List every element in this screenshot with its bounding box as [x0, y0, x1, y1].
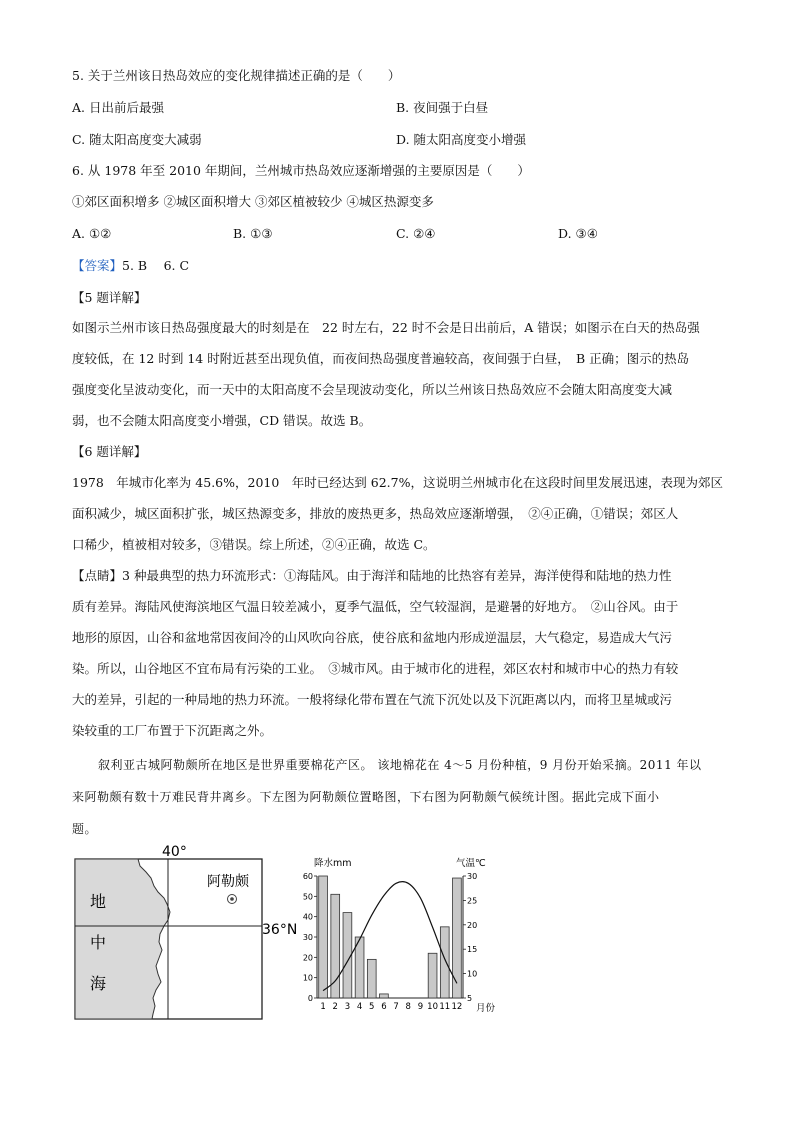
- city-marker-dot: [230, 897, 234, 901]
- right-tick-label: 25: [467, 896, 478, 906]
- tips-line-2: 质有差异。海陆风使海滨地区气温日较差减小，夏季气温低，空气较湿润，是避暑的好地方。 ②山谷风。由于: [72, 599, 679, 614]
- month-label: 5: [369, 1002, 375, 1012]
- left-tick-label: 60: [302, 872, 313, 881]
- right-tick-label: 5: [467, 994, 473, 1003]
- precip-bar: [331, 894, 340, 998]
- left-tick-label: 50: [302, 892, 313, 902]
- precip-bar: [428, 953, 437, 998]
- tips-text-1: 3 种最典型的热力环流形式：①海陆风。由于海洋和陆地的比热容有差异，海洋使得和陆地的热力性: [122, 568, 672, 583]
- right-axis-title: 气温℃: [456, 858, 486, 869]
- left-tick-label: 0: [307, 994, 313, 1003]
- month-label: 3: [344, 1002, 351, 1012]
- intro-line-1: 叙利亚古城阿勒颇所在地区是世界重要棉花产区。 该地棉花在 4～5 月份种植，9 月份开始采摘。2011 年以: [98, 758, 702, 772]
- month-label: 4: [356, 1002, 363, 1012]
- detail5-line-1: 如图示兰州市该日热岛强度最大的时刻是在 22 时左右，22 时不会是日出前后，A 错误；如图示在白天的热岛强: [72, 320, 700, 335]
- precip-bar: [453, 878, 462, 998]
- sea-label-1: 地: [90, 892, 107, 911]
- detail5-line-2: 度较低，在 12 时到 14 时附近甚至出现负值，而夜间热岛强度普遍较高，夜间强于白昼， B 正确；图示的热岛: [72, 351, 690, 366]
- answer-line: [72, 258, 189, 274]
- q6-stem: 6. 从 1978 年至 2010 年期间，兰州城市热岛效应逐渐增强的主要原因是（ ）: [72, 163, 530, 178]
- month-label: 12: [451, 1002, 463, 1012]
- detail6-heading: 【6 题详解】: [72, 444, 147, 459]
- right-tick-label: 15: [467, 945, 478, 955]
- latitude-label: 36°N: [262, 922, 298, 938]
- month-label: 2: [332, 1002, 338, 1012]
- left-tick-label: 20: [302, 953, 313, 963]
- x-axis-title: 月份: [476, 1003, 496, 1014]
- q6-option-d: D. ③④: [558, 226, 598, 241]
- detail5-line-4: 弱，也不会随太阳高度变小增强，CD 错误。故选 B。: [72, 413, 372, 428]
- q5-stem: 5. 关于兰州该日热岛效应的变化规律描述正确的是（ ）: [72, 68, 401, 83]
- right-tick-label: 10: [467, 969, 478, 979]
- right-tick-label: 30: [467, 872, 478, 881]
- tips-heading: 【点睛】: [72, 568, 123, 583]
- right-tick-label: 20: [467, 920, 478, 930]
- answer-text: 5. B 6. C: [122, 258, 190, 273]
- climate-chart: [300, 852, 500, 1022]
- q5-option-c: C. 随太阳高度变大减弱: [72, 132, 202, 147]
- city-label: 阿勒颇: [207, 874, 249, 890]
- left-tick-label: 30: [302, 933, 313, 942]
- tips-line-4: 染。所以，山谷地区不宜布局有污染的工业。 ③城市风。由于城市化的进程，郊区农村和城市中心的热力有较: [72, 661, 679, 676]
- answer-label: 【答案】: [72, 258, 123, 273]
- tips-line-3: 地形的原因，山谷和盆地常因夜间冷的山风吹向谷底，使谷底和盆地内形成逆温层，大气稳定，易造成大气污: [72, 630, 673, 645]
- month-label: 7: [393, 1002, 399, 1012]
- month-label: 1: [320, 1002, 326, 1012]
- detail6-line-3: 口稀少，植被相对较多，③错误。综上所述，②④正确，故选 C。: [72, 537, 436, 552]
- tips-line-5: 大的差异，引起的一种局地的热力环流。一般将绿化带布置在气流下沉处以及下沉距离以内，而将卫星城或污: [72, 692, 673, 707]
- intro-line-2: 来阿勒颇有数十万难民背井离乡。下左图为阿勒颇位置略图，下右图为阿勒颇气候统计图。据此完成下面小: [72, 790, 660, 804]
- month-label: 6: [381, 1002, 387, 1012]
- q5-option-a: A. 日出前后最强: [72, 100, 164, 115]
- q6-option-c: C. ②④: [396, 226, 436, 241]
- precip-bar: [440, 927, 449, 998]
- tips-line-1: [72, 568, 671, 584]
- detail6-line-2: 面积减少，城区面积扩张，城区热源变多，排放的废热更多，热岛效应逐渐增强， ②④正确，①错误；郊区人: [72, 506, 679, 521]
- left-tick-label: 40: [302, 912, 313, 922]
- precip-bar: [367, 959, 376, 998]
- sea-label-3: 海: [90, 974, 107, 993]
- q6-option-a: A. ①②: [72, 226, 112, 241]
- q5-option-b: B. 夜间强于白昼: [396, 100, 489, 115]
- month-label: 9: [417, 1002, 424, 1012]
- tips-line-6: 染较重的工厂布置于下沉距离之外。: [72, 723, 273, 738]
- sea-label-2: 中: [90, 933, 107, 952]
- month-label: 8: [405, 1002, 411, 1012]
- month-label: 11: [439, 1002, 451, 1012]
- q5-option-d: D. 随太阳高度变小增强: [396, 132, 527, 147]
- left-axis-title: 降水mm: [314, 858, 352, 869]
- precip-bar: [380, 994, 389, 998]
- q6-option-b: B. ①③: [233, 226, 273, 241]
- longitude-label: 40°: [162, 844, 187, 860]
- month-label: 10: [427, 1002, 438, 1012]
- q6-choices: ①郊区面积增多 ②城区面积增大 ③郊区植被较少 ④城区热源变多: [72, 194, 434, 209]
- detail5-heading: 【5 题详解】: [72, 290, 147, 305]
- detail6-line-1: 1978 年城市化率为 45.6%，2010 年时已经达到 62.7%，这说明兰州城市化在这段时间里发展迅速，表现为郊区: [72, 475, 723, 490]
- intro-line-3: 题。: [72, 822, 98, 836]
- left-tick-label: 10: [302, 973, 313, 983]
- precip-bar: [319, 876, 328, 998]
- location-map: [70, 842, 310, 1024]
- detail5-line-3: 强度变化呈波动变化，而一天中的太阳高度不会呈现波动变化，所以兰州该日热岛效应不会随太阳高度变大减: [72, 382, 673, 397]
